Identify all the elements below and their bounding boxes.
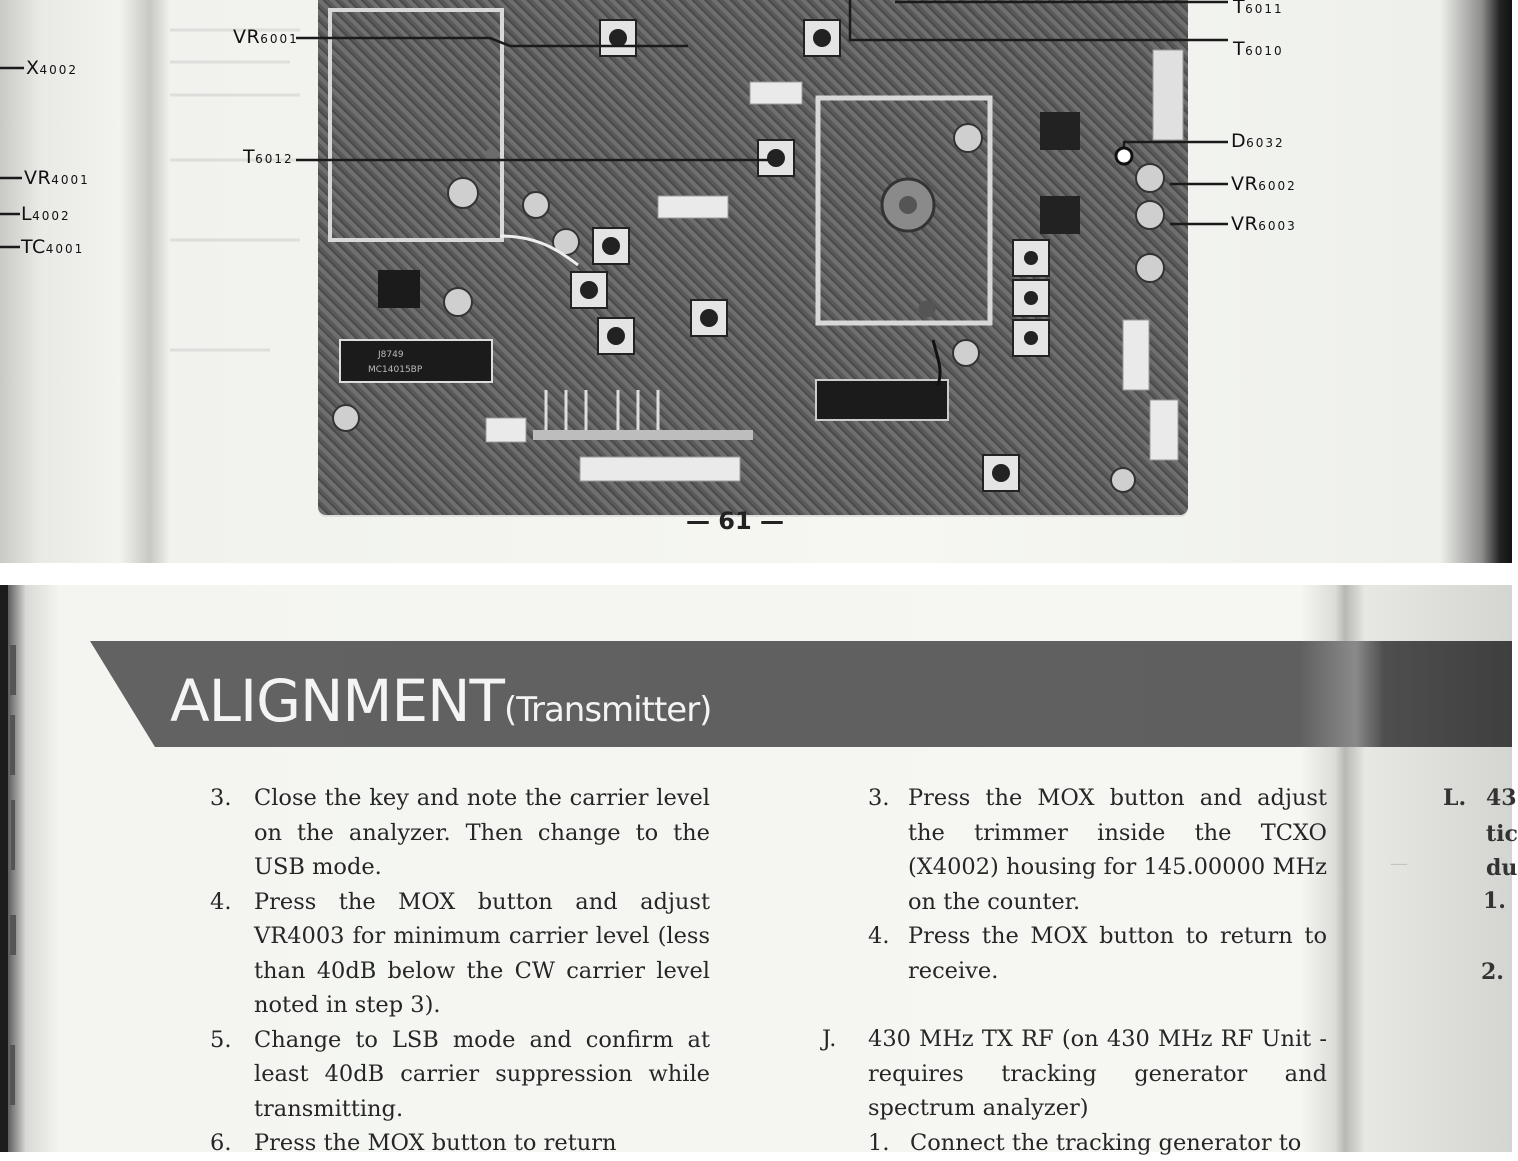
callout-vr6003: VR6003	[1231, 213, 1297, 235]
step-item: 3. Press the MOX button and adjust the trimmer inside the TCXO (X4002) housing for 145.00000 MHz on the counter.	[868, 785, 1327, 915]
step-item: 6. Press the MOX button to return	[210, 1130, 617, 1156]
right-text-column	[822, 781, 1327, 1160]
callout-l4002: L4002	[21, 203, 71, 225]
right-page-l-heading: L.	[1443, 785, 1467, 811]
step-item: 3. Close the key and note the carrier level on the analyzer. Then change to the USB mode.	[210, 785, 710, 880]
callout-t6012: T6012	[243, 146, 294, 168]
callout-tc4001: TC4001	[21, 236, 85, 258]
step-item: 5. Change to LSB mode and confirm at least 40dB carrier suppression while transmitting.	[210, 1026, 710, 1122]
callout-t6010: T6010	[1233, 38, 1284, 60]
callout-vr6001: VR6001	[233, 26, 299, 48]
scan-gap	[0, 563, 1512, 585]
ic-marking-a: J8749	[378, 350, 404, 360]
ic-marking-b: MC14015BP	[368, 365, 423, 375]
step-item: 1. Connect the tracking generator to	[868, 1129, 1302, 1156]
callout-x4002: X4002	[26, 57, 79, 79]
section-title: ALIGNMENT(Transmitter)	[170, 667, 712, 735]
callout-d6032: D6032	[1231, 130, 1285, 152]
right-page-fragment: 43	[1486, 785, 1517, 811]
step-item: 4. Press the MOX button and adjust VR4003 for minimum carrier level (less than 40dB below the CW carrier level noted in step 3).	[210, 888, 710, 1018]
top-scan-page	[0, 0, 1512, 563]
callout-vr6002: VR6002	[1231, 173, 1297, 195]
callout-leader-lines	[0, 0, 1512, 563]
bottom-scan-page	[0, 585, 1518, 1156]
page-number: — 61 —	[685, 507, 785, 535]
right-page-fragment: 2.	[1481, 959, 1504, 985]
section-j-heading: J. 430 MHz TX RF (on 430 MHz RF Unit - requires tracking generator and spectrum analyzer)	[822, 1026, 1327, 1121]
right-page-fragment: tic	[1486, 821, 1518, 847]
d6032-marker	[1116, 148, 1132, 164]
right-page-fragment: du	[1486, 855, 1518, 881]
bleed-through-text: —	[1390, 853, 1408, 874]
step-item: 4. Press the MOX button to return to receive.	[868, 923, 1327, 984]
right-page-fragment: 1.	[1483, 888, 1506, 914]
callout-vr4001: VR4001	[24, 167, 90, 189]
left-text-column	[210, 781, 710, 1161]
callout-t6011: T6011	[1233, 0, 1284, 18]
